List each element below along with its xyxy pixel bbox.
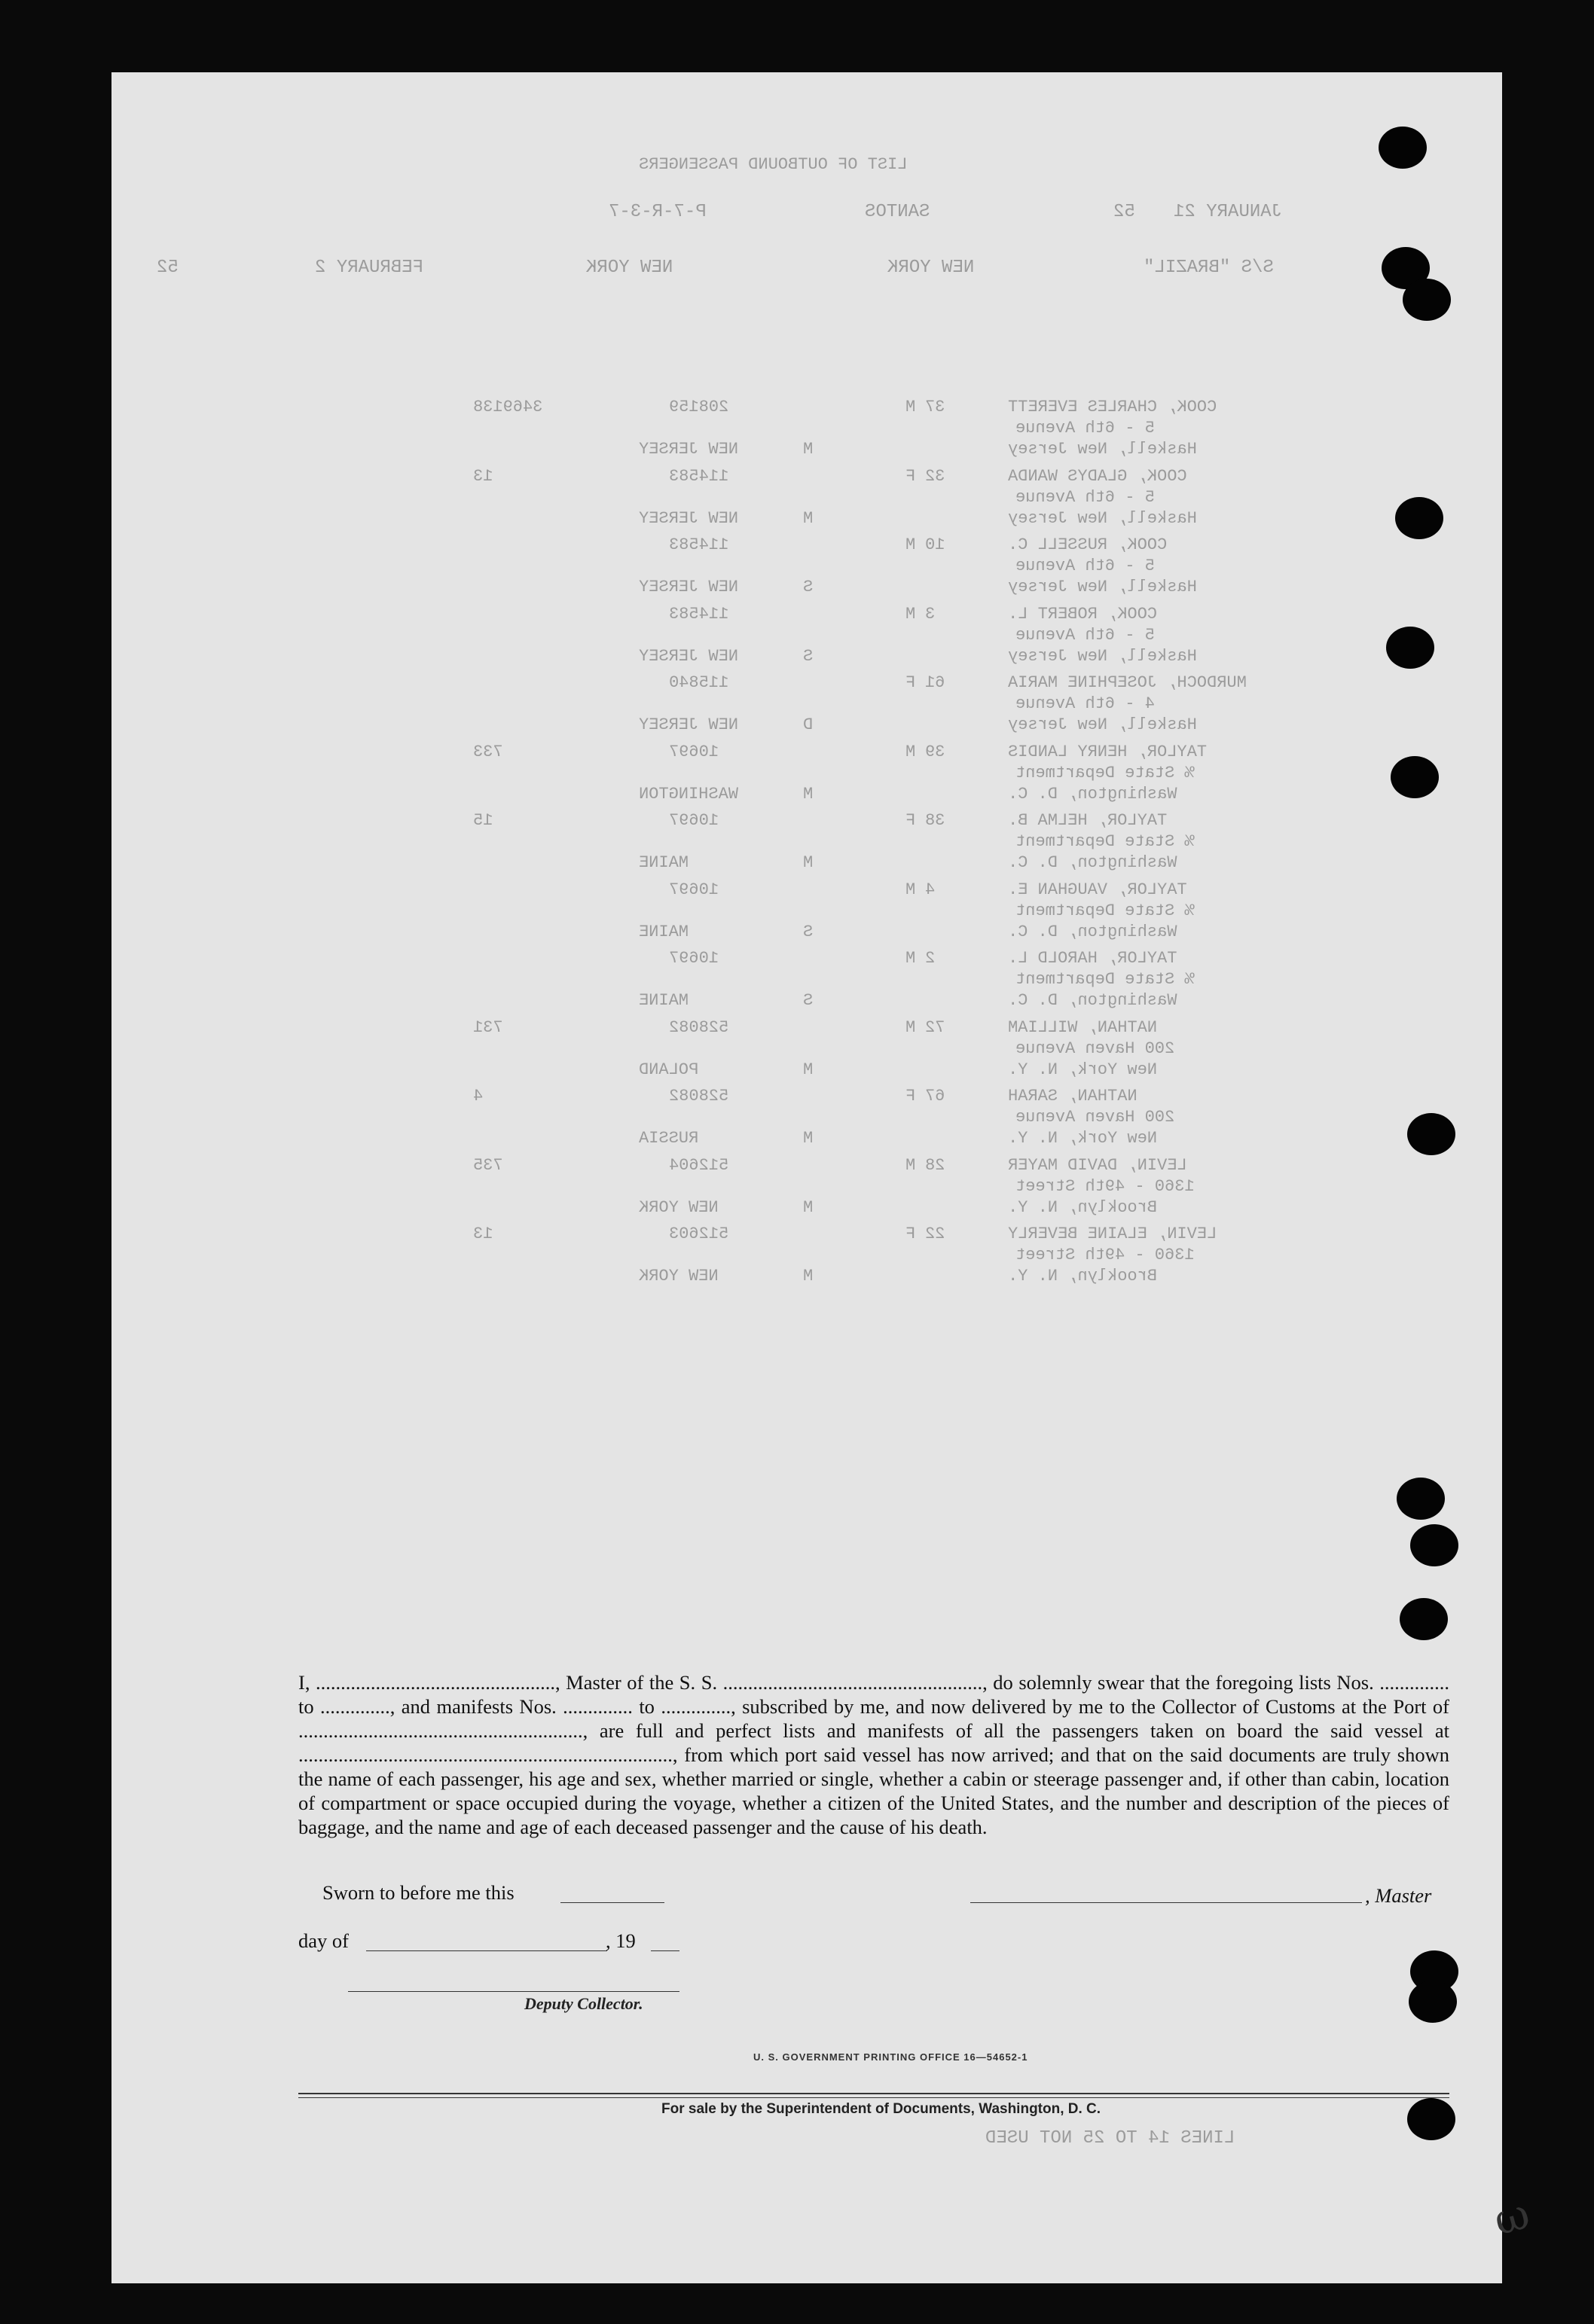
handwritten-mark: ω (1489, 2189, 1535, 2246)
ghost-passenger-state: NEW YORK (639, 1198, 719, 1217)
ghost-passenger-name: TAYLOR, VAUGHAN E. (1008, 880, 1187, 899)
ghost-passenger-age: 39 (925, 743, 945, 761)
ghost-list-title: LIST OF OUTBOUND PASSENGERS (639, 155, 908, 174)
ghost-passenger-addr: 5 - 6th Avenue (1015, 626, 1155, 645)
ghost-passenger-doc: 114583 (669, 605, 729, 624)
ghost-passenger-name: LEVIN, ELAINE BEVERLY (1008, 1225, 1217, 1243)
year-line (651, 1950, 679, 1951)
ghost-dest: NEW YORK (887, 258, 975, 278)
ghost-passenger-city: Washington, D. C. (1008, 853, 1177, 872)
ghost-passenger-num: 4 (473, 1087, 484, 1106)
ghost-header-code: P-7-R-3-7 (609, 202, 707, 222)
ghost-passenger-age: 67 (925, 1087, 945, 1106)
ghost-passenger-state: NEW JERSEY (639, 578, 739, 596)
ghost-passenger-state: POLAND (639, 1060, 699, 1079)
punch-hole (1379, 127, 1427, 169)
ghost-passenger-name: TAYLOR, HELMA B. (1008, 811, 1168, 830)
ghost-passenger-sex: F (905, 673, 916, 692)
ghost-passenger-status: M (803, 440, 814, 459)
ghost-passenger-status: S (803, 991, 814, 1010)
ghost-passenger-addr: 1360 - 49th Street (1015, 1246, 1195, 1264)
ghost-passenger-state: MAINE (639, 853, 689, 872)
ghost-passenger-status: M (803, 509, 814, 528)
ghost-passenger-name: NATHAN, WILLIAM (1008, 1018, 1158, 1037)
ghost-passenger-state: NEW YORK (639, 1267, 719, 1286)
ghost-passenger-num: 3469138 (473, 398, 543, 416)
ghost-passenger-doc: 528082 (669, 1018, 729, 1037)
year-label: , 19 (606, 1929, 636, 1952)
ghost-passenger-addr: 5 - 6th Avenue (1015, 419, 1155, 438)
ghost-passenger-name: NATHAN, SARAH (1008, 1087, 1137, 1106)
ghost-passenger-state: MAINE (639, 991, 689, 1010)
punch-hole (1391, 756, 1439, 798)
ghost-passenger-sex: F (905, 467, 916, 486)
for-sale-notice: For sale by the Superintendent of Documents, Washington, D. C. (661, 2101, 1101, 2117)
ghost-passenger-age: 22 (925, 1225, 945, 1243)
ghost-passenger-num: 735 (473, 1156, 503, 1175)
ghost-passenger-age: 4 (925, 880, 936, 899)
ghost-passenger-city: Haskell, New Jersey (1008, 715, 1197, 734)
ghost-passenger-sex: M (905, 880, 916, 899)
ghost-passenger-addr: 200 Haven Avenue (1015, 1108, 1175, 1127)
punch-hole (1403, 279, 1451, 321)
master-label: , Master (1365, 1884, 1432, 1907)
ghost-passenger-num: 13 (473, 467, 493, 486)
print-office-imprint: U. S. GOVERNMENT PRINTING OFFICE 16—54652-1 (753, 2051, 1028, 2063)
ghost-port2: NEW YORK (586, 258, 673, 278)
ghost-passenger-sex: M (905, 949, 916, 968)
ghost-passenger-addr: 5 - 6th Avenue (1015, 557, 1155, 575)
punch-hole (1410, 1524, 1458, 1566)
ghost-passenger-doc: 114583 (669, 535, 729, 554)
ghost-passenger-addr: 200 Haven Avenue (1015, 1039, 1175, 1058)
ghost-passenger-doc: 115840 (669, 673, 729, 692)
ghost-passenger-num: 13 (473, 1225, 493, 1243)
ghost-passenger-doc: 10697 (669, 949, 719, 968)
ghost-passenger-sex: M (905, 743, 916, 761)
ghost-passenger-status: D (803, 715, 814, 734)
ghost-passenger-doc: 10697 (669, 880, 719, 899)
ghost-passenger-state: RUSSIA (639, 1129, 699, 1148)
ghost-passenger-city: Haskell, New Jersey (1008, 440, 1197, 459)
ghost-passenger-num: 731 (473, 1018, 503, 1037)
punch-hole (1400, 1598, 1448, 1640)
ghost-passenger-sex: F (905, 1087, 916, 1106)
ghost-passenger-sex: F (905, 811, 916, 830)
ghost-passenger-sex: M (905, 1018, 916, 1037)
ghost-passenger-sex: M (905, 398, 916, 416)
ghost-passenger-city: Brooklyn, N. Y. (1008, 1267, 1158, 1286)
ghost-passenger-addr: 5 - 6th Avenue (1015, 488, 1155, 507)
ghost-passenger-city: Haskell, New Jersey (1008, 509, 1197, 528)
ghost-passenger-status: M (803, 1267, 814, 1286)
ghost-passenger-name: COOK, ROBERT L. (1008, 605, 1158, 624)
ghost-passenger-city: New York, N. Y. (1008, 1129, 1158, 1148)
ghost-passenger-age: 2 (925, 949, 936, 968)
ghost-passenger-city: Haskell, New Jersey (1008, 578, 1197, 596)
ghost-passenger-city: Washington, D. C. (1008, 991, 1177, 1010)
ghost-passenger-city: New York, N. Y. (1008, 1060, 1158, 1079)
ghost-passenger-name: TAYLOR, HENRY LANDIS (1008, 743, 1208, 761)
ghost-passenger-city: Washington, D. C. (1008, 785, 1177, 804)
footer-rule-thin (298, 2097, 1449, 2098)
ghost-passenger-doc: 114583 (669, 467, 729, 486)
ghost-passenger-doc: 10697 (669, 743, 719, 761)
ghost-passenger-doc: 512604 (669, 1156, 729, 1175)
ghost-passenger-name: COOK, GLADYS WANDA (1008, 467, 1187, 486)
punch-hole (1397, 1478, 1445, 1520)
ghost-passenger-status: M (803, 1198, 814, 1217)
ghost-passenger-status: M (803, 785, 814, 804)
ghost-passenger-name: TAYLOR, HAROLD L. (1008, 949, 1177, 968)
ghost-passenger-city: Haskell, New Jersey (1008, 647, 1197, 666)
ghost-passenger-age: 37 (925, 398, 945, 416)
ghost-passenger-state: NEW JERSEY (639, 509, 739, 528)
ghost-passenger-sex: M (905, 605, 916, 624)
ghost-passenger-name: COOK, CHARLES EVERETT (1008, 398, 1217, 416)
ghost-passenger-addr: % State Department (1015, 764, 1195, 782)
manifest-page (111, 72, 1535, 2283)
ghost-passenger-addr: % State Department (1015, 832, 1195, 851)
punch-hole (1407, 1113, 1455, 1155)
ghost-passenger-age: 38 (925, 811, 945, 830)
ghost-passenger-state: NEW JERSEY (639, 647, 739, 666)
ghost-passenger-num: 733 (473, 743, 503, 761)
ghost-passenger-addr: 1360 - 49th Street (1015, 1177, 1195, 1196)
ghost-passenger-num: 15 (473, 811, 493, 830)
punch-hole (1395, 497, 1443, 539)
ghost-passenger-age: 28 (925, 1156, 945, 1175)
ghost-header-date: JANUARY 21 (1174, 202, 1283, 222)
ghost-passenger-city: Brooklyn, N. Y. (1008, 1198, 1158, 1217)
ghost-passenger-doc: 10697 (669, 811, 719, 830)
punch-hole (1409, 1981, 1457, 2023)
oath-paragraph (298, 1670, 1449, 1839)
ghost-footer: LINES 14 TO 25 NOT USED (985, 2128, 1235, 2149)
ghost-passenger-state: WASHINGTON (639, 785, 739, 804)
ghost-passenger-addr: 4 - 6th Avenue (1015, 694, 1155, 713)
ghost-passenger-status: M (803, 853, 814, 872)
ghost-passenger-state: NEW JERSEY (639, 715, 739, 734)
punch-hole (1386, 627, 1434, 669)
deputy-signature-line (348, 1991, 679, 1992)
punch-hole (1407, 2098, 1455, 2140)
deputy-collector-label: Deputy Collector. (524, 1994, 643, 2013)
master-signature-line (970, 1902, 1362, 1903)
ghost-passenger-name: MURDOCH, JOSEPHINE MARIA (1008, 673, 1247, 692)
ghost-passenger-sex: M (905, 535, 916, 554)
ghost-passenger-doc: 528082 (669, 1087, 729, 1106)
ghost-passenger-city: Washington, D. C. (1008, 923, 1177, 941)
ghost-passenger-age: 72 (925, 1018, 945, 1037)
ghost-passenger-addr: % State Department (1015, 901, 1195, 920)
ghost-passenger-sex: F (905, 1225, 916, 1243)
ghost-passenger-addr: % State Department (1015, 970, 1195, 989)
ghost-passenger-sex: M (905, 1156, 916, 1175)
sworn-label: Sworn to before me this (322, 1881, 515, 1904)
ghost-ship: S/S "BRAZIL" (1144, 258, 1274, 278)
ghost-passenger-status: S (803, 923, 814, 941)
ghost-passenger-state: MAINE (639, 923, 689, 941)
ghost-passenger-status: M (803, 1129, 814, 1148)
ghost-passenger-state: NEW JERSEY (639, 440, 739, 459)
ghost-header-num: 52 (1113, 202, 1135, 222)
ghost-passenger-status: S (803, 647, 814, 666)
day-of-label: day of (298, 1929, 349, 1952)
ghost-passenger-status: M (803, 1060, 814, 1079)
day-of-line (366, 1950, 607, 1951)
ghost-date2: FEBRUARY 2 (315, 258, 424, 278)
ghost-passenger-name: COOK, RUSSELL C. (1008, 535, 1168, 554)
ghost-num2: 52 (157, 258, 179, 278)
ghost-passenger-name: LEVIN, DAVID MAYER (1008, 1156, 1187, 1175)
ghost-passenger-age: 61 (925, 673, 945, 692)
ghost-passenger-status: S (803, 578, 814, 596)
ghost-passenger-doc: 512603 (669, 1225, 729, 1243)
ghost-passenger-doc: 208159 (669, 398, 729, 416)
oath-text: I, ................................................, Master of the S. S. ...................................................., do solemnly swear that the foregoing lists Nos. .............. to .............., and manifests Nos. .............. to .............., subscribed by me, and now delivered by me to the Collector of Customs at the Port of ........................................................., are full and perfect lists and manifests of all the passengers taken on board the said vessel at ..........................................................................., from which port said vessel has now arrived; and that on the said documents are truly shown the name of each passenger, his age and sex, whether married or single, whether a cabin or steerage passenger and, if other than cabin, location of compartment or space occupied during the voyage, whether a citizen of the United States, and the number and description of the pieces of baggage, and the name and age of each deceased passenger and the cause of his death. (298, 1671, 1449, 1838)
sworn-date-line (560, 1902, 664, 1903)
footer-rule (298, 2093, 1449, 2094)
ghost-header-port: SANTOS (865, 202, 930, 222)
ghost-passenger-age: 32 (925, 467, 945, 486)
ghost-passenger-age: 10 (925, 535, 945, 554)
ghost-passenger-age: 3 (925, 605, 936, 624)
